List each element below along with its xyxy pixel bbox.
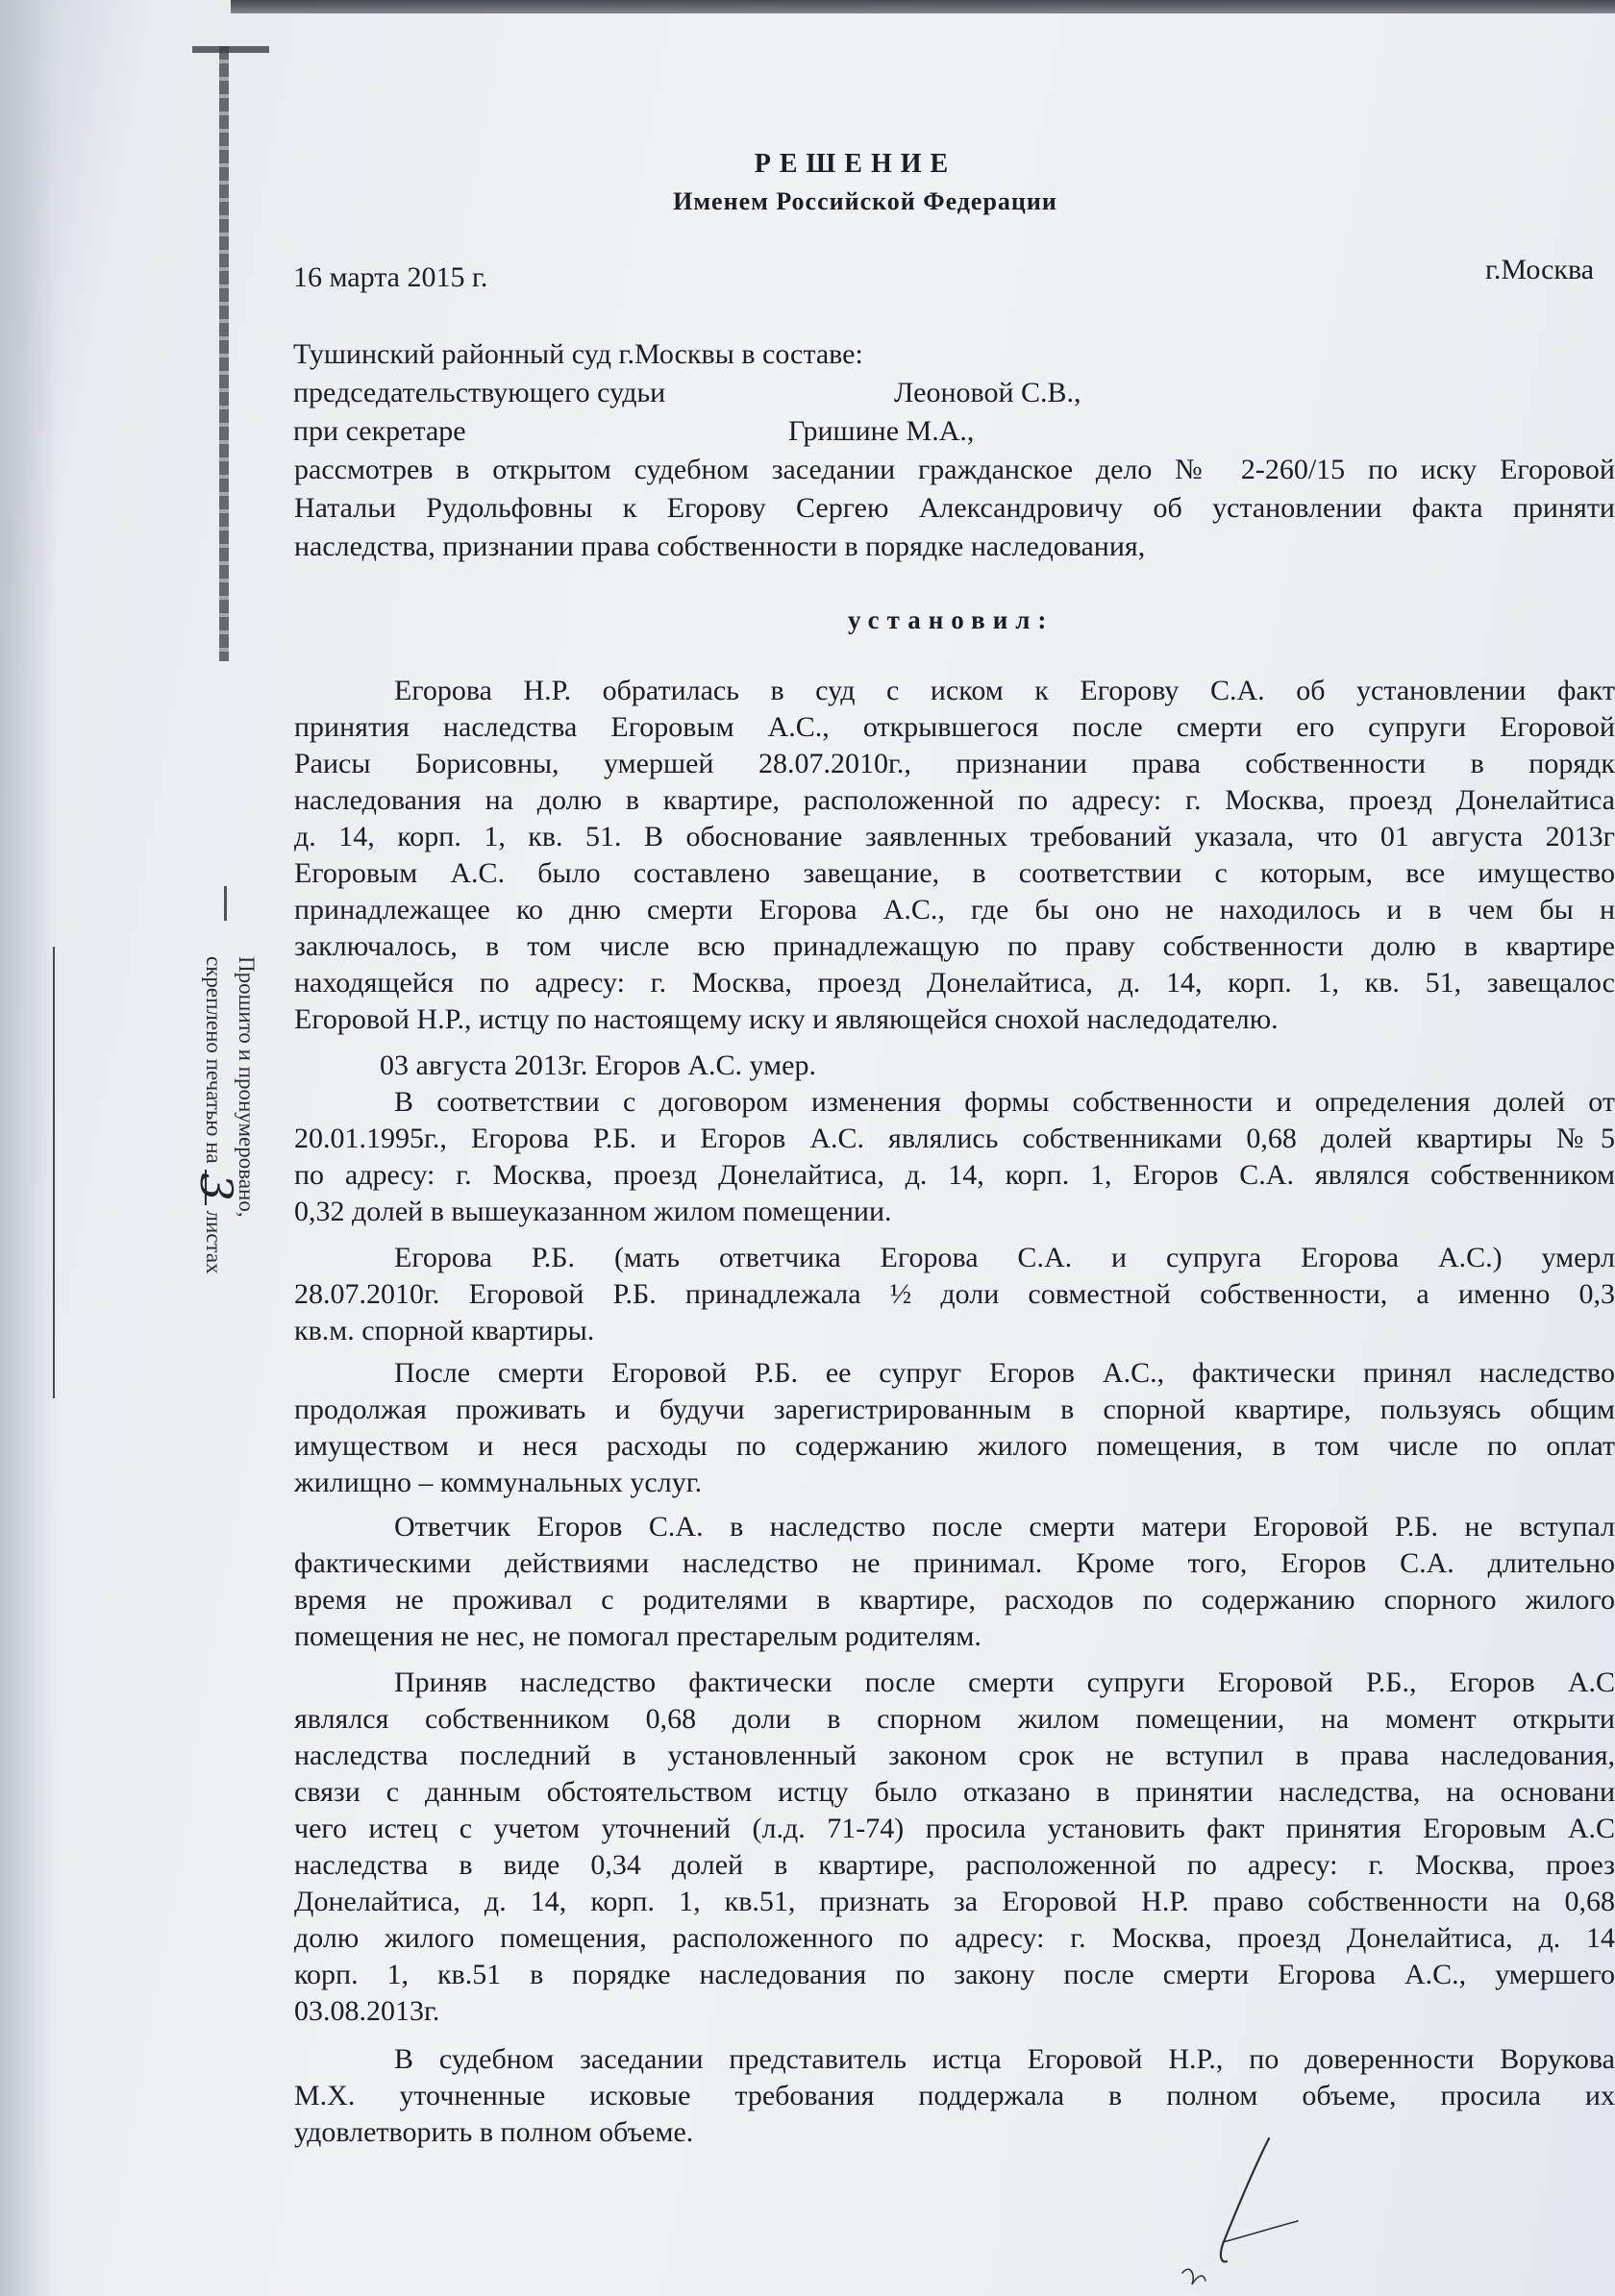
secretary-name: Гришине М.А., (788, 415, 975, 447)
stamp-sheet-count: 3 (205, 1170, 226, 1205)
body-line: удовлетворить в полном объеме. (294, 2116, 694, 2148)
stamp-line-2-start: скреплено печатью на (202, 956, 226, 1164)
body-line: помещения не нес, не помогал престарелым родителям. (294, 1620, 981, 1652)
body-line: находящейся по адресу: г. Москва, проезд Донелайтиса, д. 14, корп. 1, кв. 51, завещалос (294, 967, 1615, 999)
body-line: кв.м. спорной квартиры. (294, 1315, 595, 1346)
body-line: являлся собственником 0,68 доли в спорном жилом помещении, на момент открыти (294, 1703, 1615, 1735)
judge-role: председательствующего судьи (293, 377, 666, 408)
stamp-border (53, 947, 197, 1398)
binding-mark-top (192, 46, 269, 53)
body-line: Приняв наследство фактически после смерти супруги Егоровой Р.Б., Егоров А.С (394, 1666, 1615, 1698)
body-line: чего истец с учетом уточнений (л.д. 71-74) просила установить факт принятия Егоровым А.С (294, 1813, 1615, 1844)
body-line: наследования на долю в квартире, расположенной по адресу: г. Москва, проезд Донелайтиса (294, 784, 1615, 816)
document-city: г.Москва (1485, 254, 1595, 285)
stamp-text (190, 956, 262, 1398)
body-line: Раисы Борисовны, умершей 28.07.2010г., признании права собственности в порядк (294, 748, 1615, 779)
body-line: долю жилого помещения, расположенного по адресу: г. Москва, проезд Донелайтиса, д. 14 (294, 1922, 1615, 1954)
body-line: связи с данным обстоятельством истцу было отказано в принятии наследства, на основани (294, 1776, 1615, 1808)
body-line: 03.08.2013г. (294, 1995, 440, 2027)
body-line: В судебном заседании представитель истца Егоровой Н.Р., по доверенности Ворукова (394, 2043, 1615, 2075)
body-line: Донелайтиса, д. 14, корп. 1, кв.51, признать за Егоровой Н.Р. право собственности на 0,68 (294, 1886, 1615, 1917)
body-line: 03 августа 2013г. Егоров А.С. умер. (380, 1049, 816, 1081)
body-line: д. 14, корп. 1, кв. 51. В обоснование заявленных требований указала, что 01 августа 2013г (294, 821, 1615, 852)
body-line: После смерти Егоровой Р.Б. ее супруг Егоров А.С., фактически принял наследство (394, 1357, 1615, 1389)
body-line: Ответчик Егоров С.А. в наследство после смерти матери Егоровой Р.Б. не вступал (394, 1511, 1615, 1543)
body-line: Егорова Р.Б. (мать ответчика Егорова С.А. и супруга Егорова А.С.) умерл (394, 1242, 1615, 1273)
body-line: 20.01.1995г., Егорова Р.Б. и Егоров А.С. являлись собственниками 0,68 долей квартиры №5 (294, 1123, 1615, 1154)
body-line: жилищно – коммунальных услуг. (294, 1467, 703, 1498)
document-title: РЕШЕНИЕ (754, 149, 957, 179)
body-line: М.Х. уточненные исковые требования поддержала в полном объеме, просила их (294, 2080, 1615, 2111)
secretary-role: при секретаре (293, 415, 466, 447)
body-line: заключалось, в том числе всю принадлежащую по праву собственности долю в квартире (294, 930, 1615, 962)
body-line: Егоровой Н.Р., истцу по настоящему иску и являющейся снохой наследодателю. (294, 1003, 1279, 1035)
body-line: наследства последний в установленный законом срок не вступил в права наследования, (294, 1740, 1615, 1771)
section-heading: установил: (848, 605, 1055, 634)
body-line: наследства в виде 0,34 долей в квартире, расположенной по адресу: г. Москва, проез (294, 1849, 1615, 1881)
page-top-shadow (231, 0, 1615, 13)
intro-line: рассмотрев в открытом судебном заседании гражданское дело № 2-260/15 по иску Егоровой (294, 454, 1615, 485)
binding-margin-tick (224, 886, 227, 921)
court-composition: Тушинский районный суд г.Москвы в составе: (293, 338, 863, 370)
intro-line: Натальи Рудольфовны к Егорову Сергею Александровичу об установлении факта приняти (294, 492, 1615, 524)
document-date: 16 марта 2015 г. (293, 261, 488, 293)
handwritten-signature (1163, 2129, 1317, 2292)
body-line: принадлежащее ко дню смерти Егорова А.С., где бы оно не находилось и в чем бы н (294, 894, 1615, 926)
body-line: Егоровым А.С. было составлено завещание, в соответствии с которым, все имущество (294, 857, 1615, 889)
body-line: В соответствии с договором изменения формы собственности и определения долей от (394, 1086, 1615, 1118)
body-line: продолжая проживать и будучи зарегистрированным в спорной квартире, пользуясь общим (294, 1394, 1615, 1425)
stamp-line-2-end: листах (202, 1210, 226, 1274)
page-left-edge (0, 0, 58, 2296)
body-line: 0,32 долей в вышеуказанном жилом помещении. (294, 1196, 892, 1227)
document-subtitle: Именем Российской Федерации (673, 187, 1057, 215)
body-line: фактическими действиями наследство не принимал. Кроме того, Егоров С.А. длительно (294, 1547, 1615, 1579)
body-line: время не проживал с родителями в квартире, расходов по содержанию спорного жилого (294, 1584, 1615, 1616)
body-line: принятия наследства Егоровым А.С., открывшегося после смерти его супруги Егоровой (294, 711, 1615, 743)
body-line: корп. 1, кв.51 в порядке наследования по закону после смерти Егорова А.С., умершего (294, 1959, 1615, 1990)
judge-name: Леоновой С.В., (894, 377, 1081, 408)
body-line: Егорова Н.Р. обратилась в суд с иском к Егорову С.А. об установлении факт (394, 675, 1615, 706)
stamp-line-2 (190, 956, 242, 1398)
body-line: 28.07.2010г. Егоровой Р.Б. принадлежала ½ доли совместной собственности, а именно 0,3 (294, 1278, 1615, 1310)
body-line: по адресу: г. Москва, проезд Донелайтиса, д. 14, корп. 1, Егоров С.А. являлся собственником (294, 1159, 1615, 1191)
intro-line: наследства, признании права собственности в порядке наследования, (294, 531, 1146, 562)
stamp-line-1: Прошито и пронумеровано, (235, 956, 259, 1218)
binding-margin-bar (219, 46, 229, 661)
body-line: имуществом и неся расходы по содержанию жилого помещения, в том числе по оплат (294, 1430, 1615, 1462)
